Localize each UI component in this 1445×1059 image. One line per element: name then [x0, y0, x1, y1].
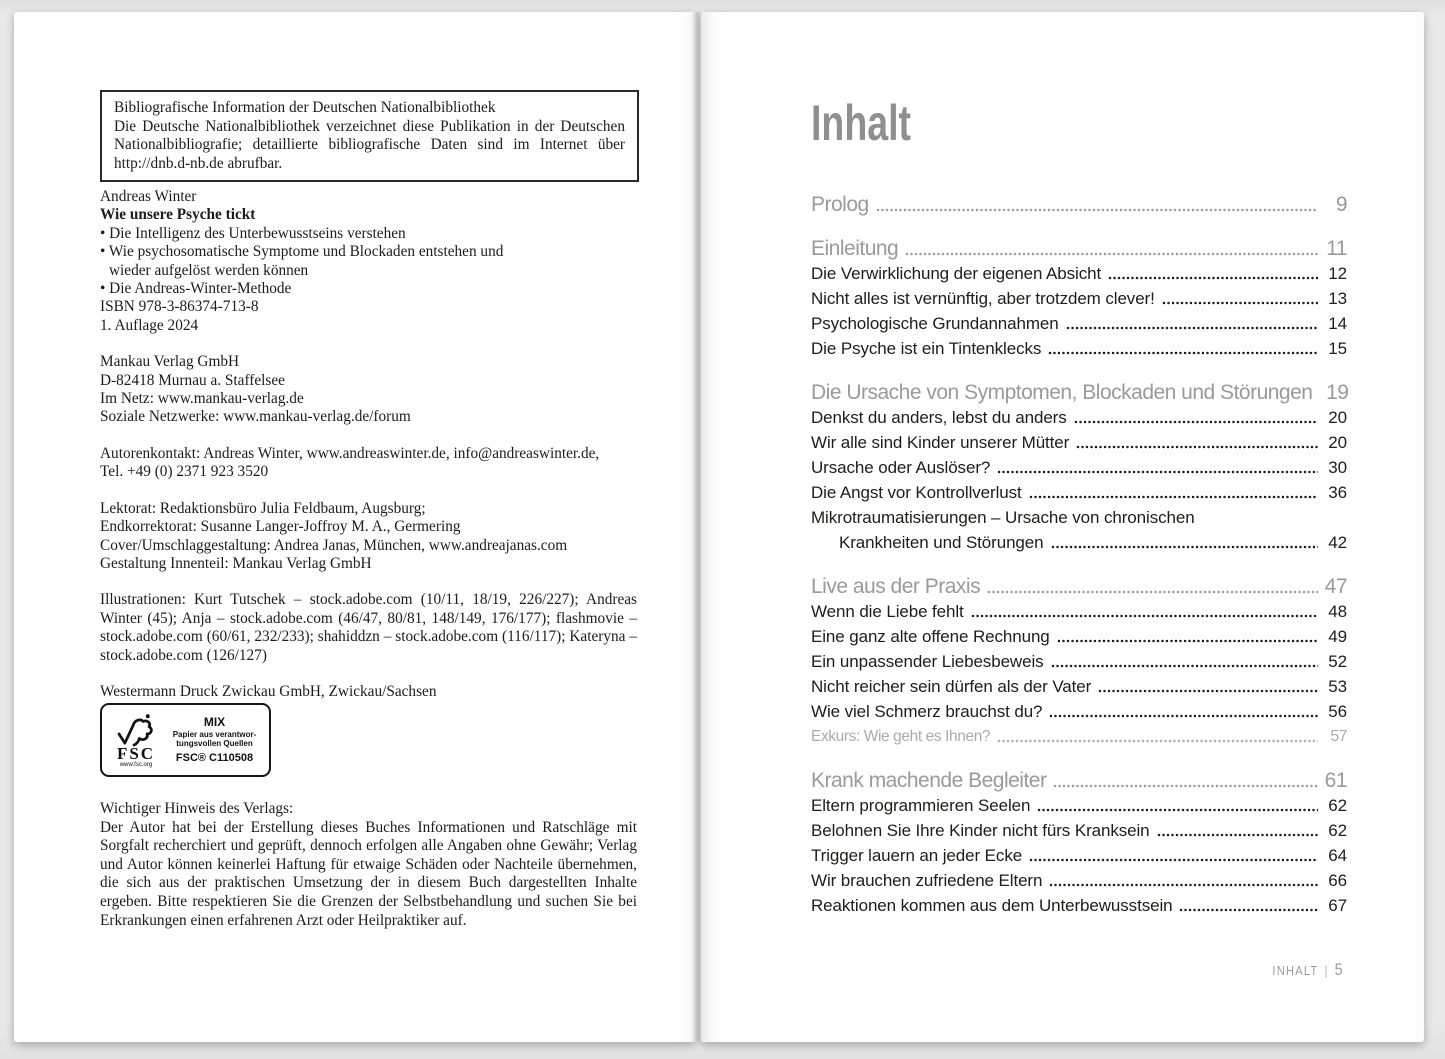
- toc-entry-label: Eine ganz alte offene Rechnung: [811, 627, 1050, 646]
- dotted-leader: [971, 599, 1318, 624]
- imprint-page: [14, 12, 695, 1042]
- toc-entry-page-number: 20: [1328, 408, 1347, 427]
- fsc-description-line2: tungsvollen Quellen: [176, 739, 253, 749]
- toc-entry: [811, 505, 1347, 530]
- imprint-line: • Die Intelligenz des Unterbewusstseins verstehen: [100, 224, 406, 242]
- toc-entry-page-number: 36: [1328, 483, 1347, 502]
- toc-entry: [811, 624, 1347, 649]
- toc-entry: [811, 286, 1347, 311]
- toc-entry-label: Nicht alles ist vernünftig, aber trotzdem clever!: [811, 289, 1155, 308]
- imprint-line: Cover/Umschlaggestaltung: Andrea Janas, München, www.andreajanas.com: [100, 536, 568, 554]
- imprint-line: Autorenkontakt: Andreas Winter, www.andreaswinter.de, info@andreaswinter.de,: [100, 444, 600, 462]
- toc-entry-label: Ein unpassender Liebesbeweis: [811, 652, 1044, 671]
- toc-entry-page-number: 62: [1328, 796, 1347, 815]
- dotted-leader: [1049, 868, 1318, 893]
- toc-entry: [811, 724, 1347, 749]
- contents-page: [701, 12, 1424, 1042]
- imprint-line: Endkorrektorat: Susanne Langer-Joffroy M. A., Germering: [100, 518, 461, 536]
- toc-group: [811, 380, 1347, 555]
- toc-section-heading-label: Die Ursache von Symptomen, Blockaden und Störungen: [811, 381, 1313, 404]
- toc-entry-label: Die Psyche ist ein Tintenklecks: [811, 339, 1042, 358]
- national-library-box: [100, 90, 639, 182]
- toc-entry: [811, 430, 1347, 455]
- imprint-line: ISBN 978-3-86374-713-8: [100, 298, 259, 316]
- imprint-line: Tel. +49 (0) 2371 923 3520: [100, 463, 269, 481]
- toc-section-heading-page-number: 9: [1335, 193, 1347, 216]
- toc-section-heading-label: Einleitung: [811, 237, 899, 260]
- fsc-description-line1: Papier aus verantwor-: [172, 730, 257, 740]
- dotted-leader: [1057, 624, 1318, 649]
- imprint-line: • Die Andreas-Winter-Methode: [100, 280, 292, 298]
- toc-entry-page-number: 57: [1330, 728, 1347, 745]
- toc-entry: [811, 868, 1347, 893]
- toc-entry-label: Trigger lauern an jeder Ecke: [811, 846, 1023, 865]
- imprint-block-publisher: [100, 353, 637, 427]
- dotted-leader: [987, 574, 1318, 599]
- imprint-block-credits: [100, 500, 637, 574]
- toc-group: [811, 768, 1347, 918]
- dotted-leader: [1076, 430, 1318, 455]
- footer-separator: |: [1324, 963, 1330, 978]
- dotted-leader: [1108, 261, 1318, 286]
- toc-entry: [811, 311, 1347, 336]
- toc-entry-label: Nicht reicher sein dürfen als der Vater: [811, 677, 1092, 696]
- toc-entry-page-number: 42: [1328, 533, 1347, 552]
- fsc-url: www.fsc.org: [119, 761, 153, 768]
- toc-group: [811, 236, 1347, 361]
- toc-entry-label: Die Angst vor Kontrollverlust: [811, 483, 1022, 502]
- imprint-line: wieder aufgelöst werden können: [109, 261, 309, 279]
- dotted-leader: [1074, 405, 1318, 430]
- toc-entry-page-number: 30: [1328, 458, 1347, 477]
- toc-entry-page-number: 12: [1328, 264, 1347, 283]
- imprint-line: Im Netz: www.mankau-verlag.de: [100, 390, 304, 408]
- toc-entry: [811, 793, 1347, 818]
- publisher-notice: [100, 800, 637, 930]
- toc-entry-label: Psychologische Grundannahmen: [811, 314, 1059, 333]
- toc-section-heading: [811, 768, 1347, 793]
- imprint-block-printer: [100, 683, 637, 701]
- imprint-line: D-82418 Murnau a. Staffelsee: [100, 371, 285, 389]
- toc-entry-page-number: 14: [1328, 314, 1347, 333]
- imprint-line: Wie unsere Psyche tickt: [100, 206, 256, 224]
- dotted-leader: [997, 724, 1318, 749]
- fsc-cert-number: FSC® C110508: [175, 752, 254, 765]
- dotted-leader: [1049, 699, 1318, 724]
- dotted-leader: [1051, 649, 1318, 674]
- toc-entry-label: Wie viel Schmerz brauchst du?: [811, 702, 1043, 721]
- toc-group: [811, 574, 1347, 749]
- dotted-leader: [905, 236, 1318, 261]
- toc-entry-page-number: 64: [1328, 846, 1347, 865]
- dotted-leader: [1048, 336, 1318, 361]
- imprint-line: Lektorat: Redaktionsbüro Julia Feldbaum, Augsburg;: [100, 499, 426, 517]
- imprint-line: 1. Auflage 2024: [100, 316, 199, 334]
- toc-entry: [811, 818, 1347, 843]
- toc-entry-page-number: 56: [1328, 702, 1347, 721]
- imprint-line: Andreas Winter: [100, 188, 197, 205]
- toc-entry-label: Belohnen Sie Ihre Kinder nicht fürs Kranksein: [811, 821, 1150, 840]
- toc-section-heading: [811, 380, 1347, 405]
- imprint-line: • Wie psychosomatische Symptome und Blockaden entstehen und: [100, 243, 504, 261]
- toc-section-heading: [811, 574, 1347, 599]
- toc-entry-page-number: 52: [1328, 652, 1347, 671]
- toc-entry-label: Denkst du anders, lebst du anders: [811, 408, 1067, 427]
- dotted-leader: [1037, 793, 1318, 818]
- imprint-line: Mankau Verlag GmbH: [100, 353, 240, 371]
- imprint-block-author-contact: [100, 445, 637, 482]
- imprint-block-book-info: [100, 188, 637, 335]
- imprint-block-illustrations: Illustrationen: Kurt Tutschek – stock.adobe.com (10/11, 18/19, 226/227); Andreas Winter (45); Anja – stock.adobe.com (46/47, 80/81, 148/149, 176/177); flashmovie – stock.adobe.com (60/61, 232/233); shahiddzn – stock.adobe.com (116/117); Kateryna – stock.adobe.com (126/127): [100, 591, 637, 664]
- toc-section-heading-label: Live aus der Praxis: [811, 575, 981, 598]
- toc-section-heading-page-number: 47: [1324, 575, 1347, 598]
- page-title: Inhalt: [811, 95, 911, 151]
- toc-entry-page-number: 13: [1328, 289, 1347, 308]
- dotted-leader: [1029, 843, 1318, 868]
- toc-entry: [811, 261, 1347, 286]
- toc-section-heading-label: Prolog: [811, 193, 869, 216]
- toc-section-heading: [811, 236, 1347, 261]
- fsc-text: [165, 716, 264, 765]
- toc-entry-label: Die Verwirklichung der eigenen Absicht: [811, 264, 1102, 283]
- toc: [811, 192, 1347, 918]
- toc-entry: [811, 336, 1347, 361]
- toc-entry-label: Mikrotraumatisierungen – Ursache von chronischen: [811, 508, 1195, 527]
- dotted-leader: [1066, 311, 1318, 336]
- imprint-line: Gestaltung Innenteil: Mankau Verlag GmbH: [100, 554, 372, 572]
- toc-entry-label: Krankheiten und Störungen: [839, 533, 1044, 552]
- dotted-leader: [1053, 768, 1318, 793]
- toc-section-heading-page-number: 19: [1326, 381, 1349, 404]
- toc-entry-page-number: 20: [1328, 433, 1347, 452]
- toc-entry: [811, 699, 1347, 724]
- fsc-tree-check-icon: [107, 713, 165, 747]
- imprint-line: Westermann Druck Zwickau GmbH, Zwickau/Sachsen: [100, 682, 437, 700]
- toc-entry-page-number: 49: [1328, 627, 1347, 646]
- imprint-line: Soziale Netzwerke: www.mankau-verlag.de/forum: [100, 408, 411, 426]
- dotted-leader: [1179, 893, 1318, 918]
- bib-box-body: Die Deutsche Nationalbibliothek verzeichnet diese Publikation in der Deutschen Nationalbibliografie; detaillierte bibliografische Daten sind im Internet über http://dnb.d-nb.de abrufbar.: [114, 117, 625, 172]
- imprint-blocks: [100, 188, 637, 719]
- bib-box-heading: Bibliografische Information der Deutschen Nationalbibliothek: [114, 99, 496, 116]
- dotted-leader: [1157, 818, 1318, 843]
- toc-entry-page-number: 62: [1328, 821, 1347, 840]
- toc-section-heading-page-number: 61: [1324, 769, 1347, 792]
- toc-entry: [811, 843, 1347, 868]
- toc-entry: [811, 530, 1347, 555]
- fsc-label: [100, 703, 271, 777]
- dotted-leader: [1162, 286, 1318, 311]
- footer-section-label: INHALT: [1272, 963, 1319, 978]
- toc-entry-page-number: 15: [1328, 339, 1347, 358]
- toc-entry: [811, 405, 1347, 430]
- notice-heading: Wichtiger Hinweis des Verlags:: [100, 800, 294, 817]
- toc-entry-label: Wir alle sind Kinder unserer Mütter: [811, 433, 1070, 452]
- toc-entry-label: Eltern programmieren Seelen: [811, 796, 1031, 815]
- toc-entry: [811, 480, 1347, 505]
- dotted-leader: [1051, 530, 1319, 555]
- toc-section-heading-label: Krank machende Begleiter: [811, 769, 1047, 792]
- dotted-leader: [876, 192, 1318, 217]
- notice-body: Der Autor hat bei der Erstellung dieses Buches Informationen und Ratschläge mit Sorgfalt recherchiert und geprüft, dennoch erfolgen alle Angaben ohne Gewähr; Verlag und Autor können keinerlei Haftung für etwaige Schäden oder Nachteile übernehmen, die sich aus der praktischen Umsetzung der in diesem Buch dargestellten Inhalte ergeben. Bitte respektieren Sie die Grenzen der Selbstbehandlung und suchen Sie bei Erkrankungen einen erfahrenen Arzt oder Heilpraktiker auf.: [100, 818, 637, 929]
- toc-entry: [811, 599, 1347, 624]
- fsc-brand: FSC: [116, 743, 156, 763]
- fsc-logo: [107, 713, 165, 768]
- toc-entry: [811, 893, 1347, 918]
- toc-section-heading: [811, 192, 1347, 217]
- toc-entry-label: Ursache oder Auslöser?: [811, 458, 991, 477]
- toc-entry-page-number: 67: [1328, 896, 1347, 915]
- toc-group: [811, 192, 1347, 217]
- toc-entry-label: Exkurs: Wie geht es Ihnen?: [811, 728, 991, 745]
- dotted-leader: [997, 455, 1318, 480]
- fsc-mix-label: MIX: [203, 714, 226, 729]
- toc-entry-page-number: 48: [1328, 602, 1347, 621]
- page-footer: [1273, 960, 1343, 980]
- dotted-leader: [1098, 674, 1318, 699]
- toc-entry: [811, 674, 1347, 699]
- toc-entry-page-number: 66: [1328, 871, 1347, 890]
- toc-entry: [811, 455, 1347, 480]
- toc-section-heading-page-number: 11: [1326, 237, 1347, 260]
- dotted-leader: [1029, 480, 1318, 505]
- footer-page-number: 5: [1334, 960, 1343, 979]
- toc-entry: [811, 649, 1347, 674]
- toc-entry-label: Reaktionen kommen aus dem Unterbewusstsein: [811, 896, 1173, 915]
- toc-entry-page-number: 53: [1328, 677, 1347, 696]
- toc-entry-label: Wir brauchen zufriedene Eltern: [811, 871, 1043, 890]
- toc-entry-label: Wenn die Liebe fehlt: [811, 602, 964, 621]
